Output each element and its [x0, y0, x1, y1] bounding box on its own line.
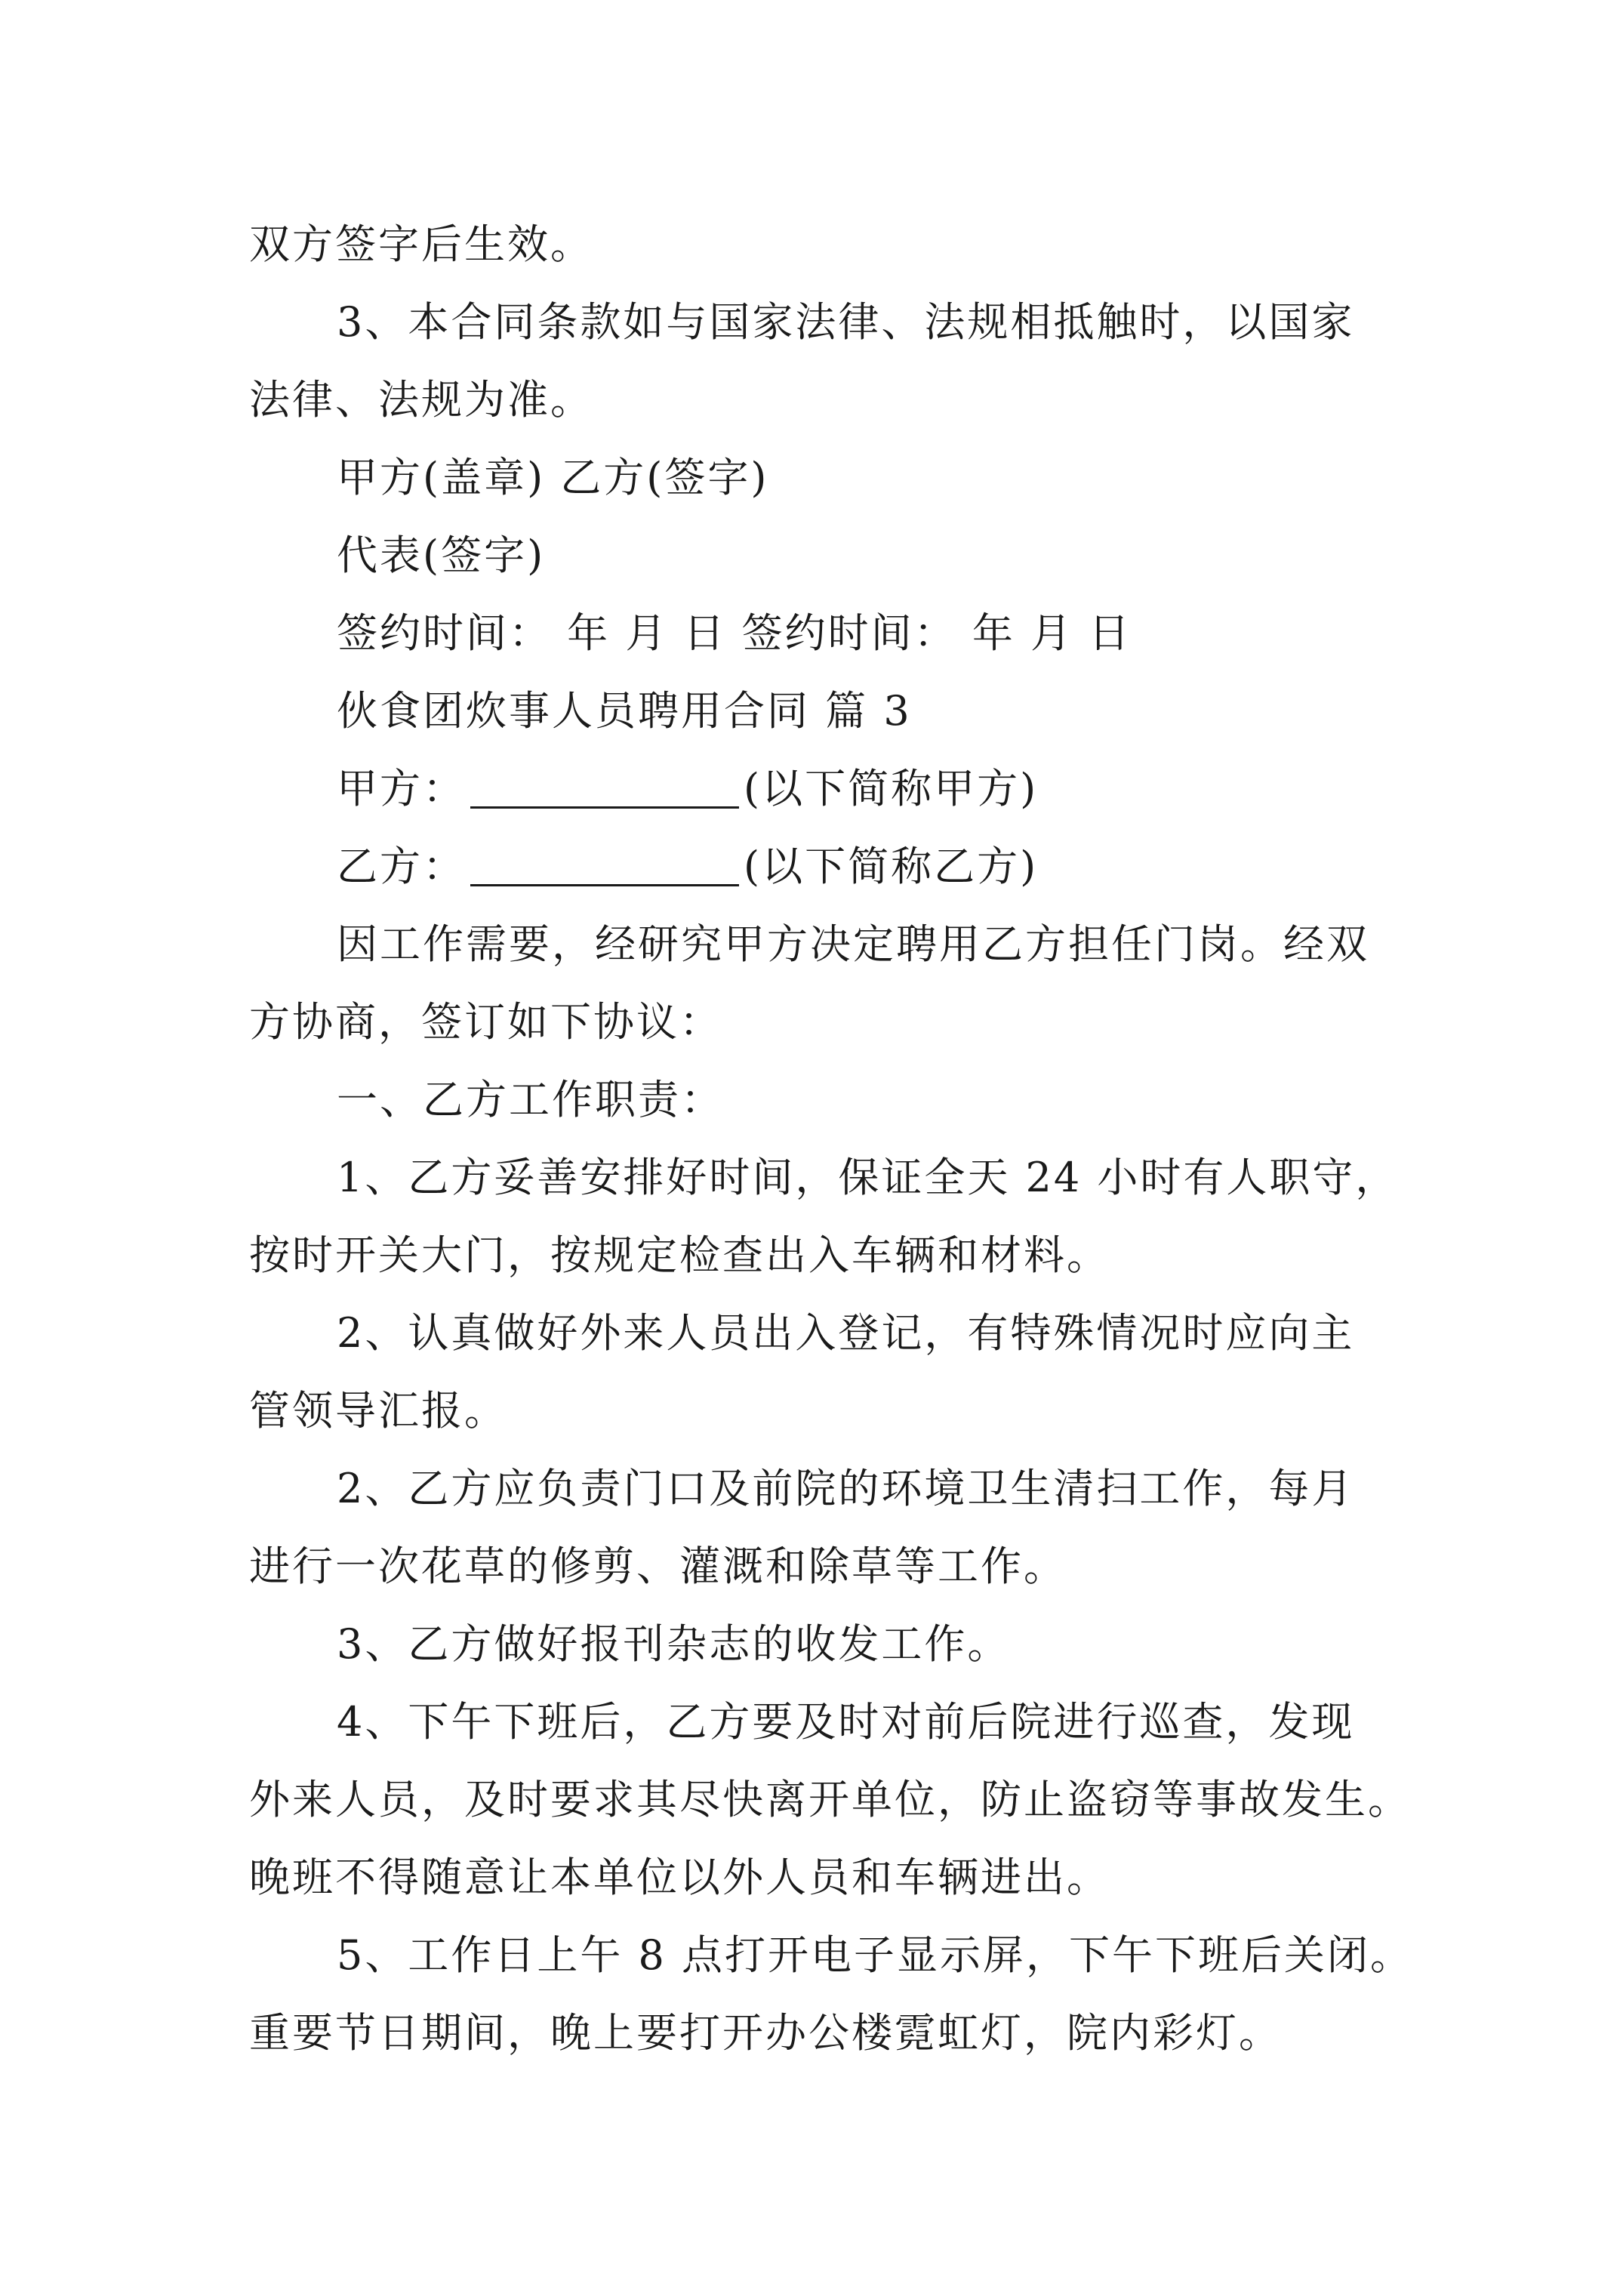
paragraph-line: 法律、法规为准。 [249, 376, 593, 424]
paragraph-line: 5、工作日上午 8 点打开电子显示屏，下午下班后关闭。 [337, 1931, 1414, 1979]
paragraph-line: 方协商，签订如下协议： [249, 998, 722, 1046]
paragraph-line: 重要节日期间，晚上要打开办公楼霓虹灯，院内彩灯。 [249, 2009, 1282, 2057]
party-b-suffix: (以下简称乙方) [744, 843, 1039, 890]
signature-line: 甲方(盖章) 乙方(签字) [337, 454, 769, 501]
signature-line: 代表(签字) [337, 532, 546, 579]
paragraph-line: 3、乙方做好报刊杂志的收发工作。 [337, 1620, 1011, 1668]
paragraph-line: 因工作需要，经研究甲方决定聘用乙方担任门岗。经双 [337, 920, 1369, 968]
clause-heading: 一、乙方工作职责： [337, 1076, 724, 1123]
party-a-blank [470, 766, 739, 809]
party-a-line [249, 750, 1397, 827]
document-body [249, 205, 1414, 2072]
paragraph-line: 晚班不得随意让本单位以外人员和车辆进出。 [249, 1854, 1110, 1901]
party-a-suffix: (以下简称甲方) [744, 765, 1039, 812]
paragraph-line: 进行一次花草的修剪、灌溉和除草等工作。 [249, 1542, 1067, 1590]
paragraph-line: 按时开关大门，按规定检查出入车辆和材料。 [249, 1231, 1110, 1279]
paragraph-line: 2、认真做好外来人员出入登记，有特殊情况时应向主 [337, 1309, 1355, 1357]
party-a-label: 甲方： [337, 765, 466, 812]
paragraph-line: 1、乙方妥善安排好时间，保证全天 24 小时有人职守， [337, 1154, 1399, 1201]
date-line: 签约时间： 年 月 日 签约时间： 年 月 日 [337, 609, 1132, 657]
paragraph-line: 2、乙方应负责门口及前院的环境卫生清扫工作，每月 [337, 1465, 1355, 1512]
party-b-blank [470, 843, 739, 886]
paragraph-line: 4、下午下班后，乙方要及时对前后院进行巡查，发现 [337, 1698, 1355, 1746]
party-b-line [249, 827, 1397, 905]
paragraph-line: 外来人员，及时要求其尽快离开单位，防止盗窃等事故发生。 [249, 1776, 1411, 1823]
party-b-label: 乙方： [337, 843, 466, 890]
paragraph-line: 3、本合同条款如与国家法律、法规相抵触时，以国家 [337, 298, 1355, 346]
section-title: 伙食团炊事人员聘用合同 篇 3 [337, 687, 912, 735]
paragraph-line: 管领导汇报。 [249, 1387, 507, 1435]
paragraph-line: 双方签字后生效。 [249, 220, 593, 268]
